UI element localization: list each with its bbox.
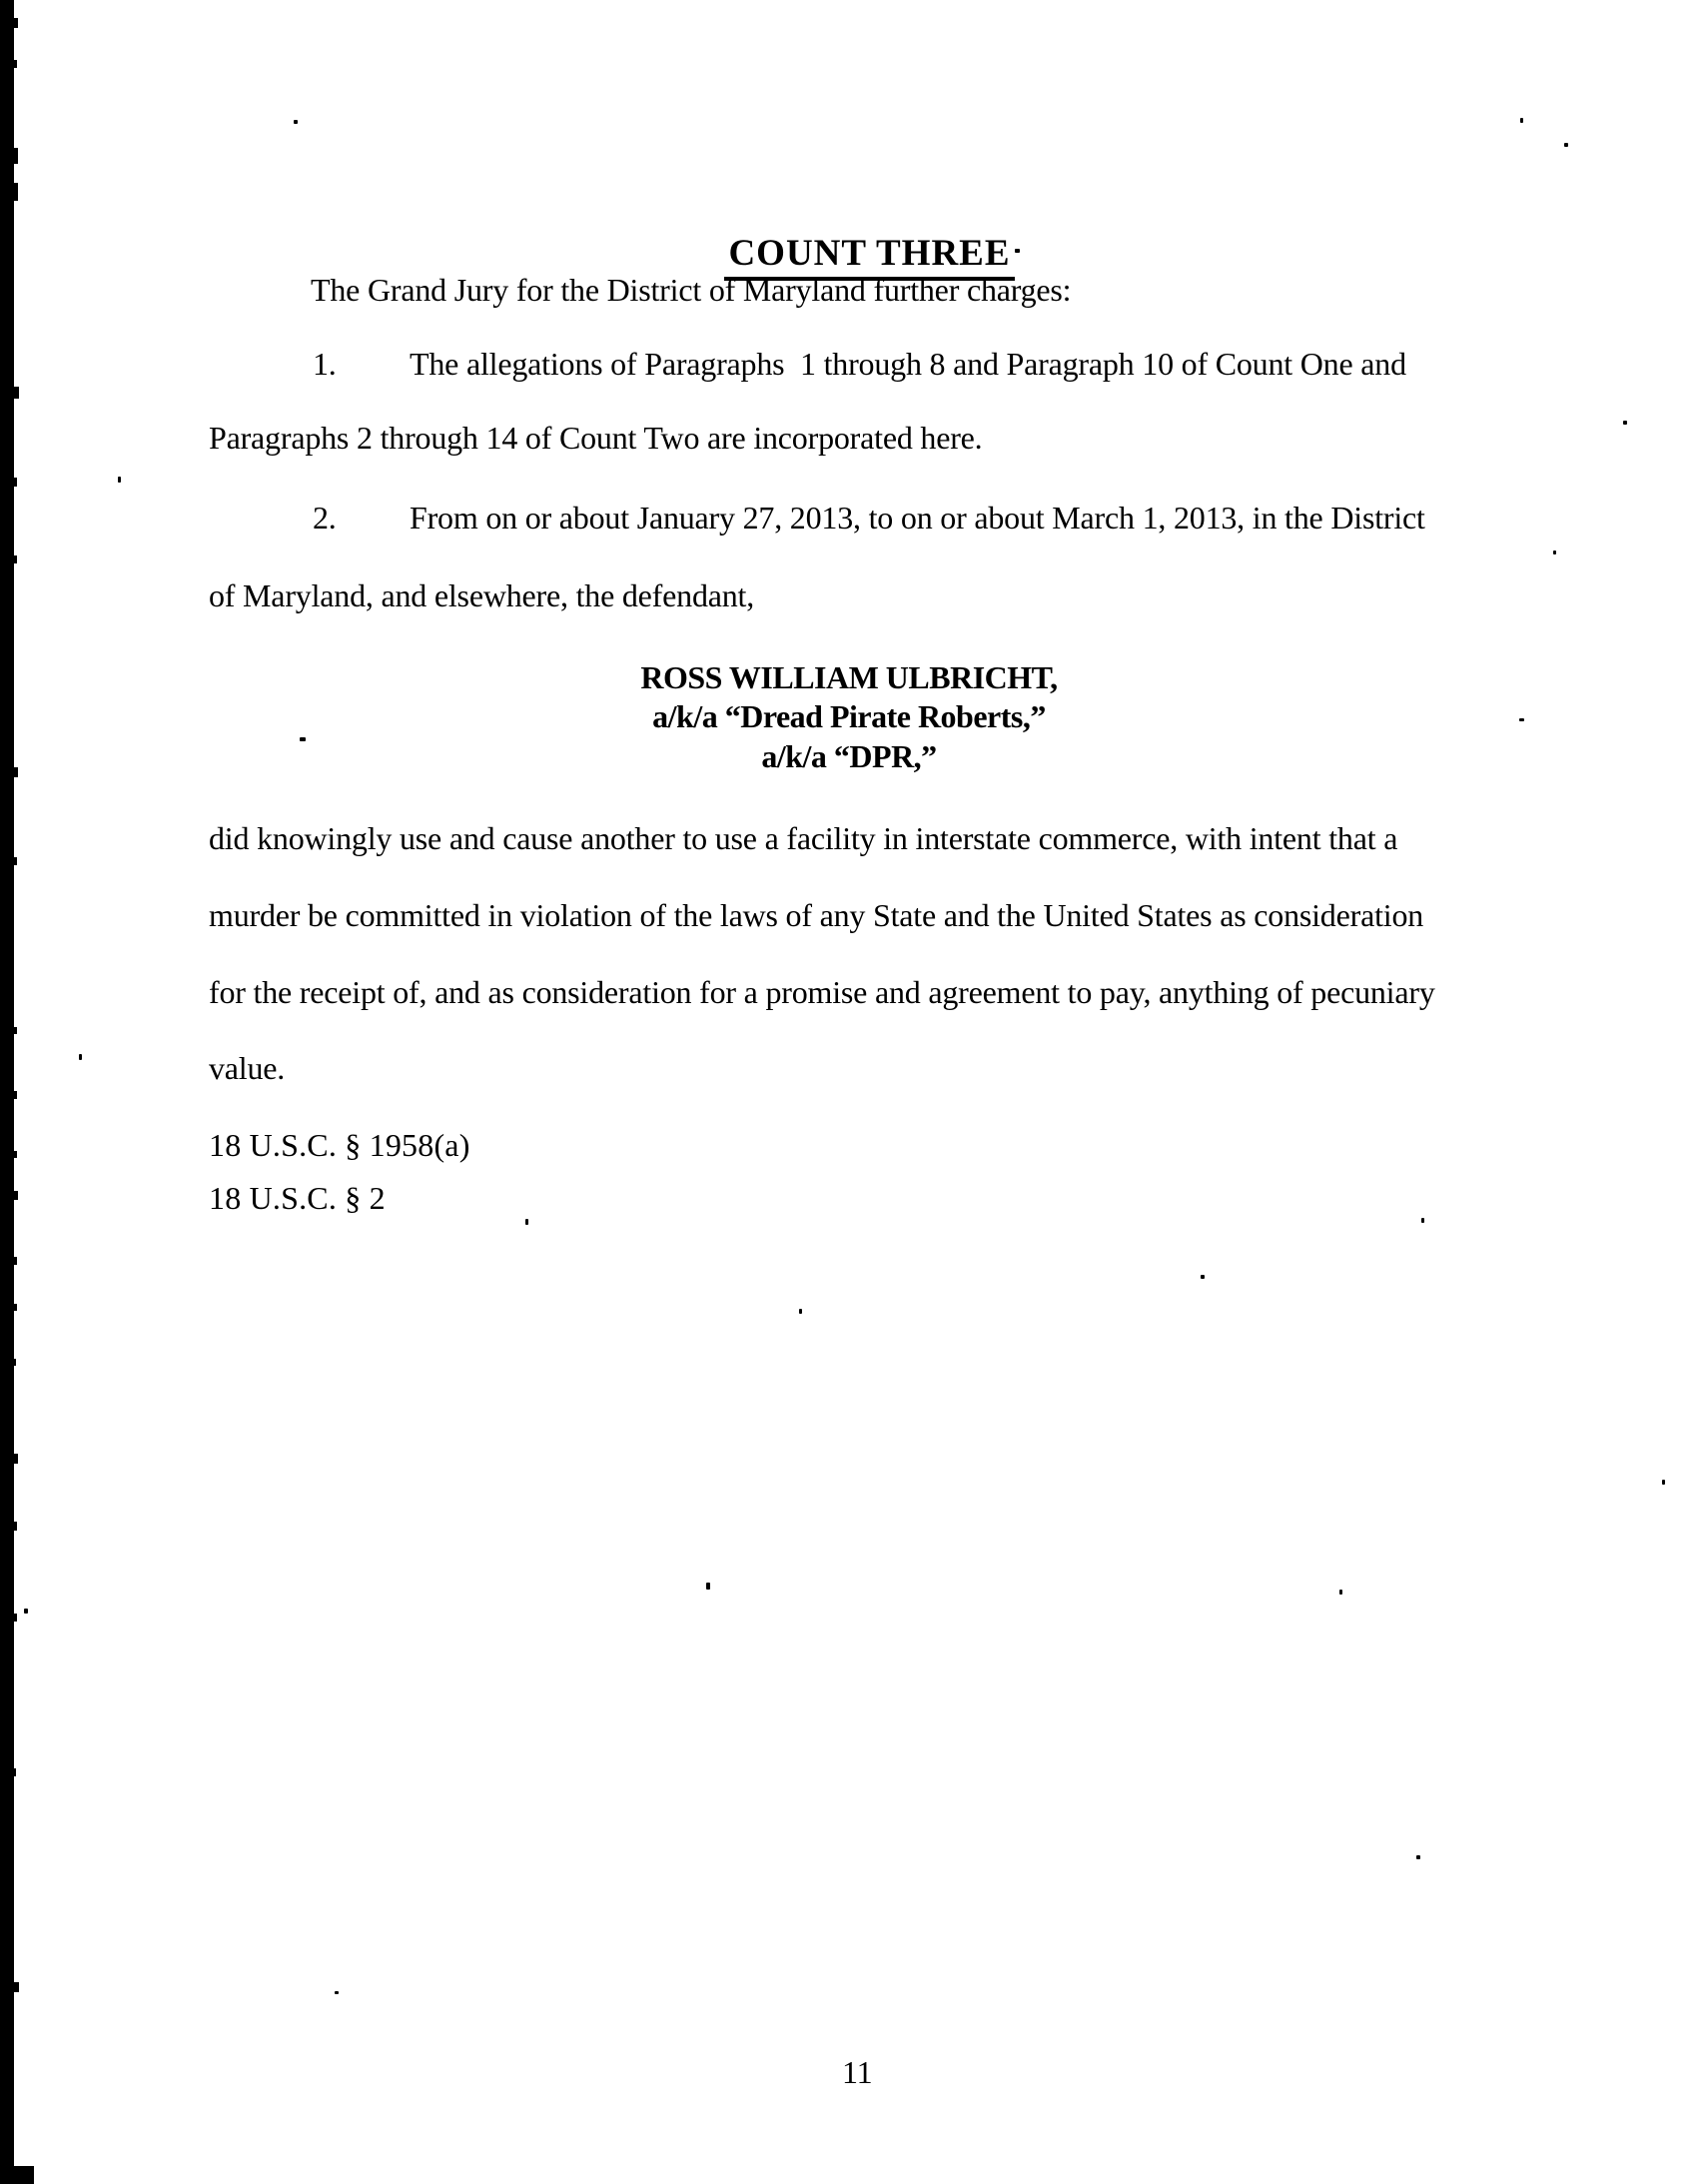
paragraph-2-line-1: From on or about January 27, 2013, to on or about March 1, 2013, in the District <box>410 500 1425 536</box>
scan-edge-bump <box>13 555 17 563</box>
scan-edge-bump <box>13 18 18 28</box>
scan-speck <box>1564 143 1568 147</box>
charge-line-1: did knowingly use and cause another to use a facility in interstate commerce, with intent that a <box>209 820 1398 856</box>
scan-edge-bump <box>13 183 18 201</box>
count-heading-text: COUNT THREE <box>724 233 1014 282</box>
scan-speck <box>1416 1855 1420 1859</box>
scan-edge-bump <box>13 1454 18 1464</box>
scan-edge-bump <box>12 857 17 865</box>
scan-speck <box>79 1054 82 1060</box>
paragraph-1-line-2: Paragraphs 2 through 14 of Count Two are incorporated here. <box>209 420 983 456</box>
scan-edge-bump <box>0 2166 34 2184</box>
scan-edge-bump <box>13 1304 17 1311</box>
scan-edge-bump <box>12 1522 17 1531</box>
scan-edge-bump <box>13 387 19 399</box>
scan-speck <box>1520 118 1523 123</box>
scan-edge-bump <box>13 1151 17 1158</box>
paragraph-2-line-2: of Maryland, and elsewhere, the defendant, <box>209 577 755 613</box>
scan-speck <box>118 477 121 483</box>
statute-citation-2: 18 U.S.C. § 2 <box>209 1180 386 1216</box>
paragraph-2-number: 2. <box>313 500 337 536</box>
scan-edge-bump <box>12 148 18 164</box>
paragraph-1-line-1: The allegations of Paragraphs 1 through 8 and Paragraph 10 of Count One and <box>410 346 1406 382</box>
scan-speck <box>706 1583 710 1590</box>
paragraph-1-number: 1. <box>313 346 337 382</box>
charge-line-4: value. <box>209 1050 286 1086</box>
scan-edge-bump <box>12 1768 16 1776</box>
scan-speck <box>294 120 298 124</box>
defendant-name: ROSS WILLIAM ULBRICHT, <box>640 659 1058 695</box>
scan-edge-bump <box>13 1614 17 1622</box>
scan-edge-bump <box>13 60 17 68</box>
defendant-alias-2: a/k/a “DPR,” <box>761 738 937 774</box>
scan-edge-bump <box>13 1982 19 1992</box>
scan-speck <box>1623 421 1627 425</box>
charge-line-2: murder be committed in violation of the laws of any State and the United States as consideration <box>209 897 1424 933</box>
scan-edge-bump <box>12 1257 17 1265</box>
scan-speck <box>1015 249 1020 253</box>
scan-speck <box>1519 718 1524 721</box>
scan-speck <box>799 1309 802 1314</box>
scan-edge-bump <box>13 1191 18 1200</box>
scan-speck <box>1553 550 1556 554</box>
page-number: 11 <box>842 2054 873 2090</box>
scan-speck <box>525 1219 528 1225</box>
scan-speck <box>24 1609 28 1614</box>
scan-speck <box>1339 1590 1342 1595</box>
scan-edge-bump <box>12 478 17 487</box>
scan-speck <box>300 737 306 741</box>
scan-speck <box>1421 1218 1424 1223</box>
defendant-alias-1: a/k/a “Dread Pirate Roberts,” <box>652 698 1046 734</box>
scan-edge-bump <box>13 1027 17 1034</box>
intro-line: The Grand Jury for the District of Maryland further charges: <box>311 272 1072 308</box>
scan-speck <box>1201 1275 1205 1279</box>
scan-edge-bump <box>12 1359 16 1366</box>
scan-speck <box>1662 1480 1665 1485</box>
charge-line-3: for the receipt of, and as consideration for a promise and agreement to pay, anything of pecuniary <box>209 974 1435 1010</box>
statute-citation-1: 18 U.S.C. § 1958(a) <box>209 1127 470 1163</box>
scan-edge-bump <box>12 1091 17 1099</box>
scan-speck <box>335 1991 339 1994</box>
scan-edge-bump <box>13 767 18 777</box>
